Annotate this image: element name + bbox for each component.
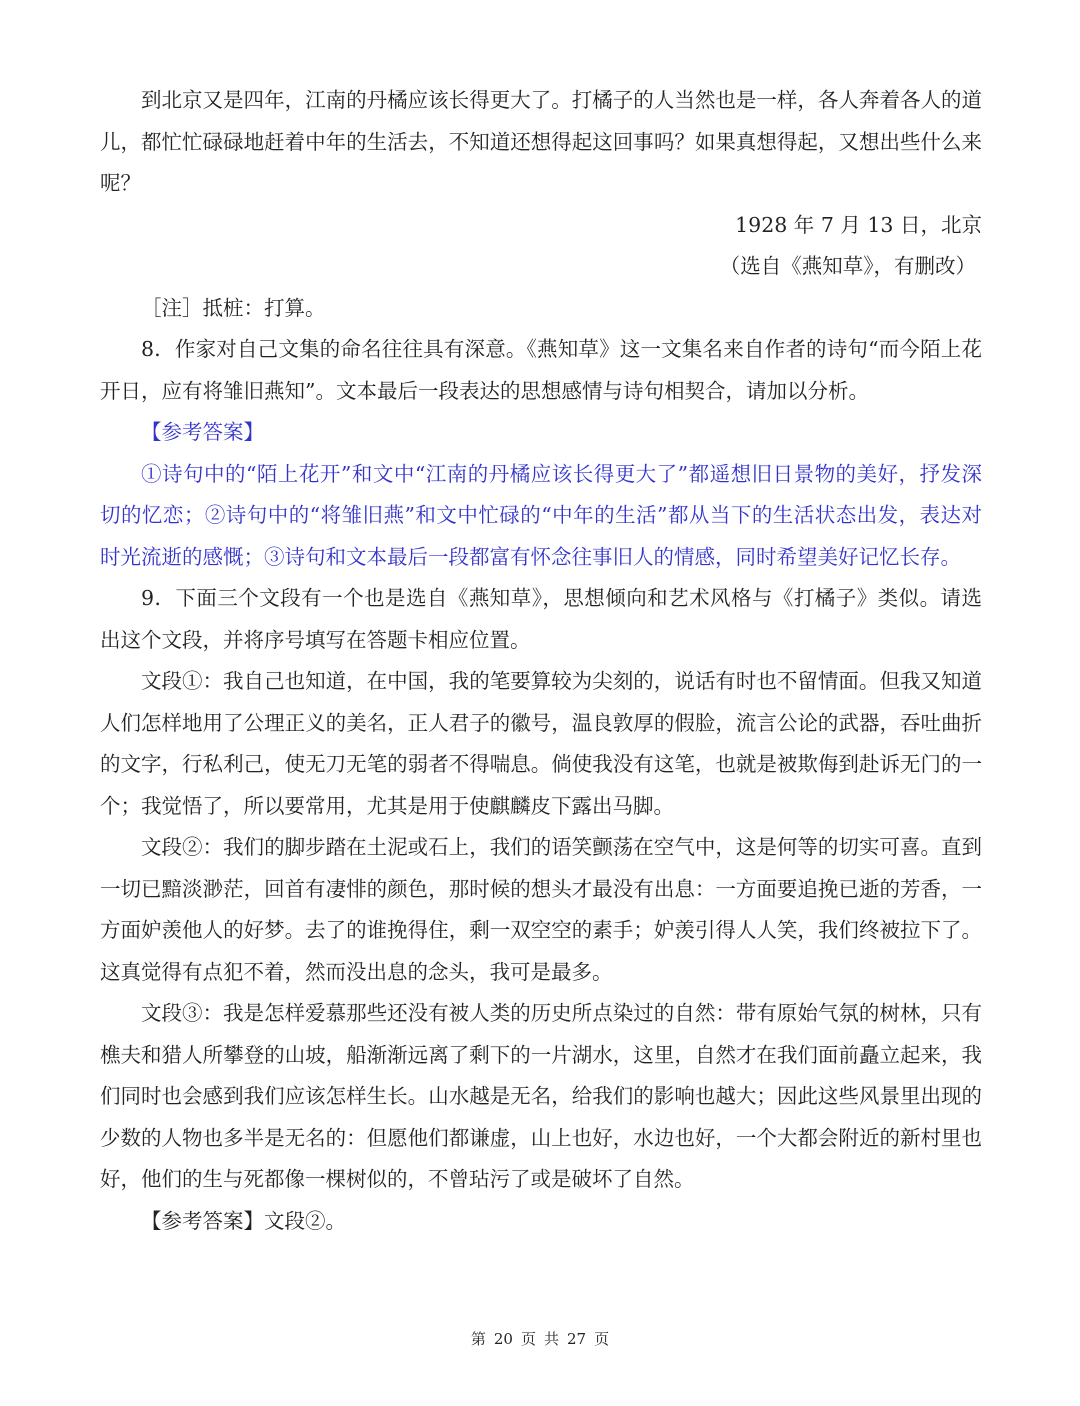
footer-label-gong: 共 xyxy=(544,1330,560,1348)
answer-9: 【参考答案】文段②。 xyxy=(141,1208,346,1233)
answer-label-8: 【参考答案】 xyxy=(141,420,264,444)
date-place: 1928 年 7 月 13 日，北京 xyxy=(735,212,982,237)
footer-label-ye: 页 xyxy=(520,1330,536,1348)
segment-2: 文段②：我们的脚步踏在土泥或石上，我们的语笑颤荡在空气中，这是何等的切实可喜。直到一切已黯淡渺茫，回首有凄悱的颜色，那时候的想头才最没有出息：一方面要追挽已逝的芳香，一方面妒羡他人的好梦。去了的谁挽得住，剩一双空空的素手；妒羡引得人人笑，我们终被拉下了。这真觉得有点犯不着，然而没出息的念头，我可是最多。 xyxy=(100,835,982,984)
question-8: 8．作家对自己文集的命名往往具有深意。《燕知草》这一文集名来自作者的诗句“而今陌上花开日，应有将雏旧燕知”。文本最后一段表达的思想感情与诗句相契合，请加以分析。 xyxy=(100,337,982,403)
footer-label-di: 第 xyxy=(470,1330,486,1348)
answer-8: ①诗句中的“陌上花开”和文中“江南的丹橘应该长得更大了”都遥想旧日景物的美好，抒发深切的忆恋；②诗句中的“将雏旧燕”和文中忙碌的“中年的生活”都从当下的生活状态出发，表达对时光流逝的感慨；③诗句和文本最后一段都富有怀念往事旧人的情感，同时希望美好记忆长存。 xyxy=(100,461,982,569)
question-9: 9．下面三个文段有一个也是选自《燕知草》，思想倾向和艺术风格与《打橘子》类似。请选出这个文段，并将序号填写在答题卡相应位置。 xyxy=(100,586,982,652)
segment-1: 文段①：我自己也知道，在中国，我的笔要算较为尖刻的，说话有时也不留情面。但我又知道人们怎样地用了公理正义的美名，正人君子的徽号，温良敦厚的假脸，流言公论的武器，吞吐曲折的文字，行私利己，使无刀无笔的弱者不得喘息。倘使我没有这笔，也就是被欺侮到赴诉无门的一个；我觉悟了，所以要常用，尤其是用于使麒麟皮下露出马脚。 xyxy=(100,669,982,818)
segment-3: 文段③：我是怎样爱慕那些还没有被人类的历史所点染过的自然：带有原始气氛的树林，只有樵夫和猎人所攀登的山坡，船渐渐远离了剩下的一片湖水，这里，自然才在我们面前矗立起来，我们同时也会感到我们应该怎样生长。山水越是无名，给我们的影响也越大；因此这些风景里出现的少数的人物也多半是无名的：但愿他们都谦虚，山上也好，水边也好，一个大都会附近的新村里也好，他们的生与死都像一棵树似的，不曾玷污了或是破坏了自然。 xyxy=(100,1001,982,1191)
document-body xyxy=(100,80,982,1242)
source-note: （选自《燕知草》，有删改） xyxy=(719,254,976,278)
footnote: ［注］抵桩：打算。 xyxy=(141,295,326,320)
footer-label-ye2: 页 xyxy=(594,1330,610,1348)
footer-total-pages: 27 xyxy=(567,1330,587,1348)
paragraph-ending: 到北京又是四年，江南的丹橘应该长得更大了。打橘子的人当然也是一样，各人奔着各人的道儿，都忙忙碌碌地赶着中年的生活去，不知道还想得起这回事吗？如果真想得起，又想出些什么来呢？ xyxy=(100,88,982,195)
page-footer xyxy=(0,1328,1080,1349)
footer-page-number: 20 xyxy=(493,1330,513,1348)
